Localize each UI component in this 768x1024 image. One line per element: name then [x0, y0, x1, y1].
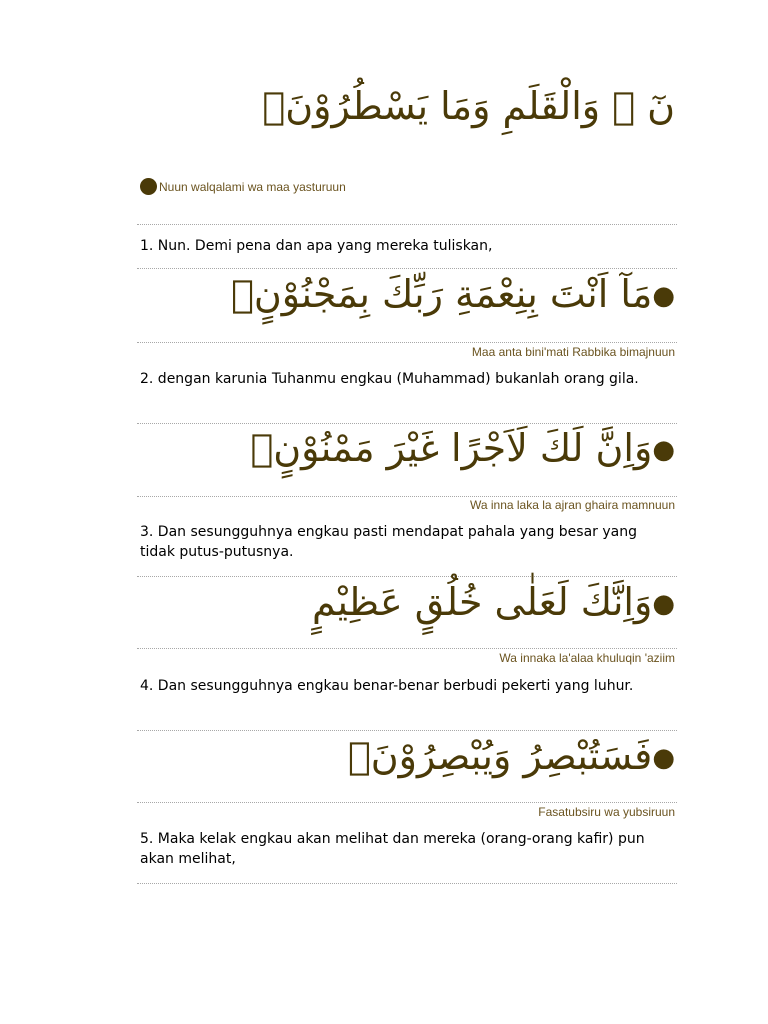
verse-3-transliteration: Wa inna laka la ajran ghaira mamnuun	[469, 498, 675, 512]
separator	[137, 268, 677, 269]
separator	[137, 423, 677, 424]
verse-2-transliteration: Maa anta bini'mati Rabbika bimajnuun	[471, 345, 675, 359]
verse-4-arabic	[140, 582, 675, 624]
verse-5-translation: 5. Maka kelak engkau akan melihat dan mereka (orang-orang kafir) pun akan melihat,	[140, 831, 645, 867]
verse-4-transliteration: Wa innaka la'alaa khuluqin 'aziim	[499, 651, 675, 665]
verse-2-arabic-text: مَآ اَنْتَ بِنِعْمَةِ رَبِّكَ بِمَجْنُوْنٍۚ	[231, 272, 653, 316]
verse-3-arabic	[140, 428, 675, 470]
separator	[137, 342, 677, 343]
verse-1-arabic	[140, 86, 675, 128]
bullet-icon: ●	[652, 589, 675, 620]
separator	[137, 576, 677, 577]
verse-2-arabic	[140, 274, 675, 316]
verse-4-arabic-text: وَاِنَّكَ لَعَلٰى خُلُقٍ عَظِيْمٍ	[312, 580, 653, 624]
verse-1-arabic-text: نٓ ۚ وَالْقَلَمِ وَمَا يَسْطُرُوْنَۙ	[262, 84, 675, 128]
separator	[137, 224, 677, 225]
verse-5-arabic	[140, 736, 675, 778]
bullet-icon: ●	[652, 281, 675, 312]
separator	[137, 802, 677, 803]
bullet-icon	[140, 178, 157, 195]
verse-1-transliteration-line	[140, 178, 675, 195]
separator	[137, 730, 677, 731]
bullet-icon: ●	[652, 743, 675, 774]
verse-3-arabic-text: وَاِنَّ لَكَ لَاَجْرًا غَيْرَ مَمْنُوْنٍۚ	[250, 426, 653, 470]
verse-1-translation: 1. Nun. Demi pena dan apa yang mereka tuliskan,	[140, 238, 493, 254]
separator	[137, 648, 677, 649]
separator	[137, 883, 677, 884]
bullet-icon: ●	[652, 435, 675, 466]
verse-5-transliteration: Fasatubsiru wa yubsiruun	[538, 805, 675, 819]
verse-2-translation: 2. dengan karunia Tuhanmu engkau (Muhammad) bukanlah orang gila.	[140, 371, 639, 387]
verse-3-translation: 3. Dan sesungguhnya engkau pasti mendapat pahala yang besar yang tidak putus-putusnya.	[140, 524, 637, 560]
verse-5-arabic-text: فَسَتُبْصِرُ وَيُبْصِرُوْنَۙ	[347, 734, 653, 778]
verse-1-transliteration: Nuun walqalami wa maa yasturuun	[159, 180, 346, 194]
verse-4-translation: 4. Dan sesungguhnya engkau benar-benar berbudi pekerti yang luhur.	[140, 678, 634, 694]
separator	[137, 496, 677, 497]
